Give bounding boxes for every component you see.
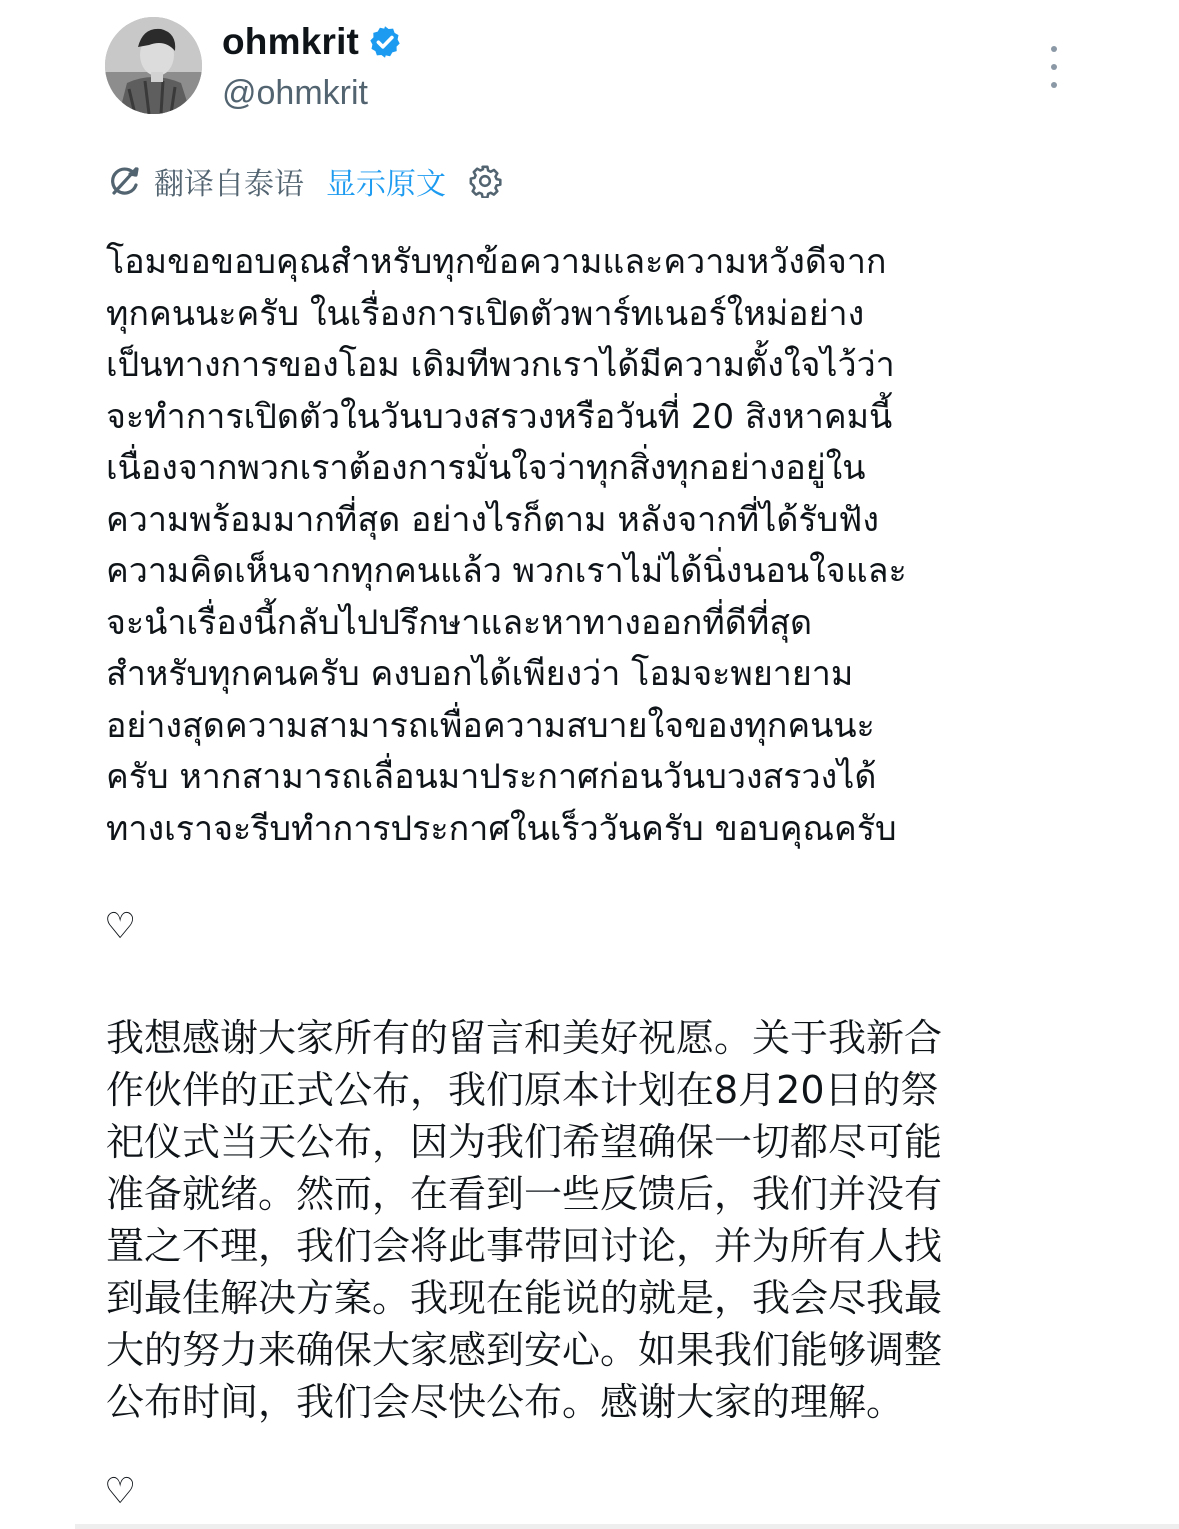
more-vertical-dot (1051, 64, 1057, 70)
heart-emoji: ♡ (104, 1471, 137, 1512)
display-name[interactable]: ohmkrit (222, 21, 360, 62)
display-name-row (222, 14, 403, 70)
more-vertical-dot (1051, 82, 1057, 88)
user-handle[interactable]: @ohmkrit (222, 74, 368, 112)
show-original-link[interactable]: 显示原文 (326, 167, 446, 202)
translate-icon (106, 163, 142, 199)
post-text-chinese: 我想感谢大家所有的留言和美好祝愿。关于我新合 作伙伴的正式公布，我们原本计划在8月20日的祭 祀仪式当天公布，因为我们希望确保一切都尽可能 准备就绪。然而，在看到一些反馈后，我们并没有 置之不理，我们会将此事带回讨论，并为所有人找 到最佳解决方案。我现在能说的就是，我会尽我最 大的努力来确保大家感到安心。如果我们能够调整 公布时间，我们会尽快公布。感谢大家的理解。 (106, 1016, 943, 1424)
settings-gear-icon[interactable] (468, 164, 502, 198)
profile-photo-icon (105, 17, 202, 114)
verified-badge-icon (367, 24, 403, 60)
avatar[interactable] (105, 17, 202, 114)
heart-emoji: ♡ (104, 906, 137, 947)
user-info (222, 14, 403, 113)
more-options-button[interactable] (1040, 46, 1068, 88)
translated-from-label: 翻译自泰语 (154, 167, 304, 202)
more-vertical-icon (1051, 46, 1057, 52)
post-text-thai: โอมขอขอบคุณสำหรับทุกข้อความและความหวังดีจาก ทุกคนนะครับ ในเรื่องการเปิดตัวพาร์ทเนอร์ใหม่อย่าง เป็นทางการของโอม เดิมทีพวกเราได้มีความตั้งใจไว้ว่า จะทำการเปิดตัวในวันบวงสรวงหรือวันที่ 20 สิงหาคมนี้ เนื่องจากพวกเราต้องการมั่นใจว่าทุกสิ่งทุกอย่างอยู่ใน ความพร้อมมากที่สุด อย่างไรก็ตาม หลังจากที่ได้รับฟัง ความคิดเห็นจากทุกคนแล้ว พวกเราไม่ได้นิ่งนอนใจและ จะนำเรื่องนี้กลับไปปรึกษาและหาทางออกที่ดีที่สุด สำหรับทุกคนครับ คงบอกได้เพียงว่า โอมจะพยายาม อย่างสุดความสามารถเพื่อความสบายใจของทุกคนนะ ครับ หากสามารถเลื่อนมาประกาศก่อนวันบวงสรวงได้ ทางเราจะรีบทำการประกาศในเร็ววันครับ ขอบคุณครับ (106, 242, 907, 849)
divider (75, 1524, 1179, 1529)
translation-bar (106, 159, 502, 203)
